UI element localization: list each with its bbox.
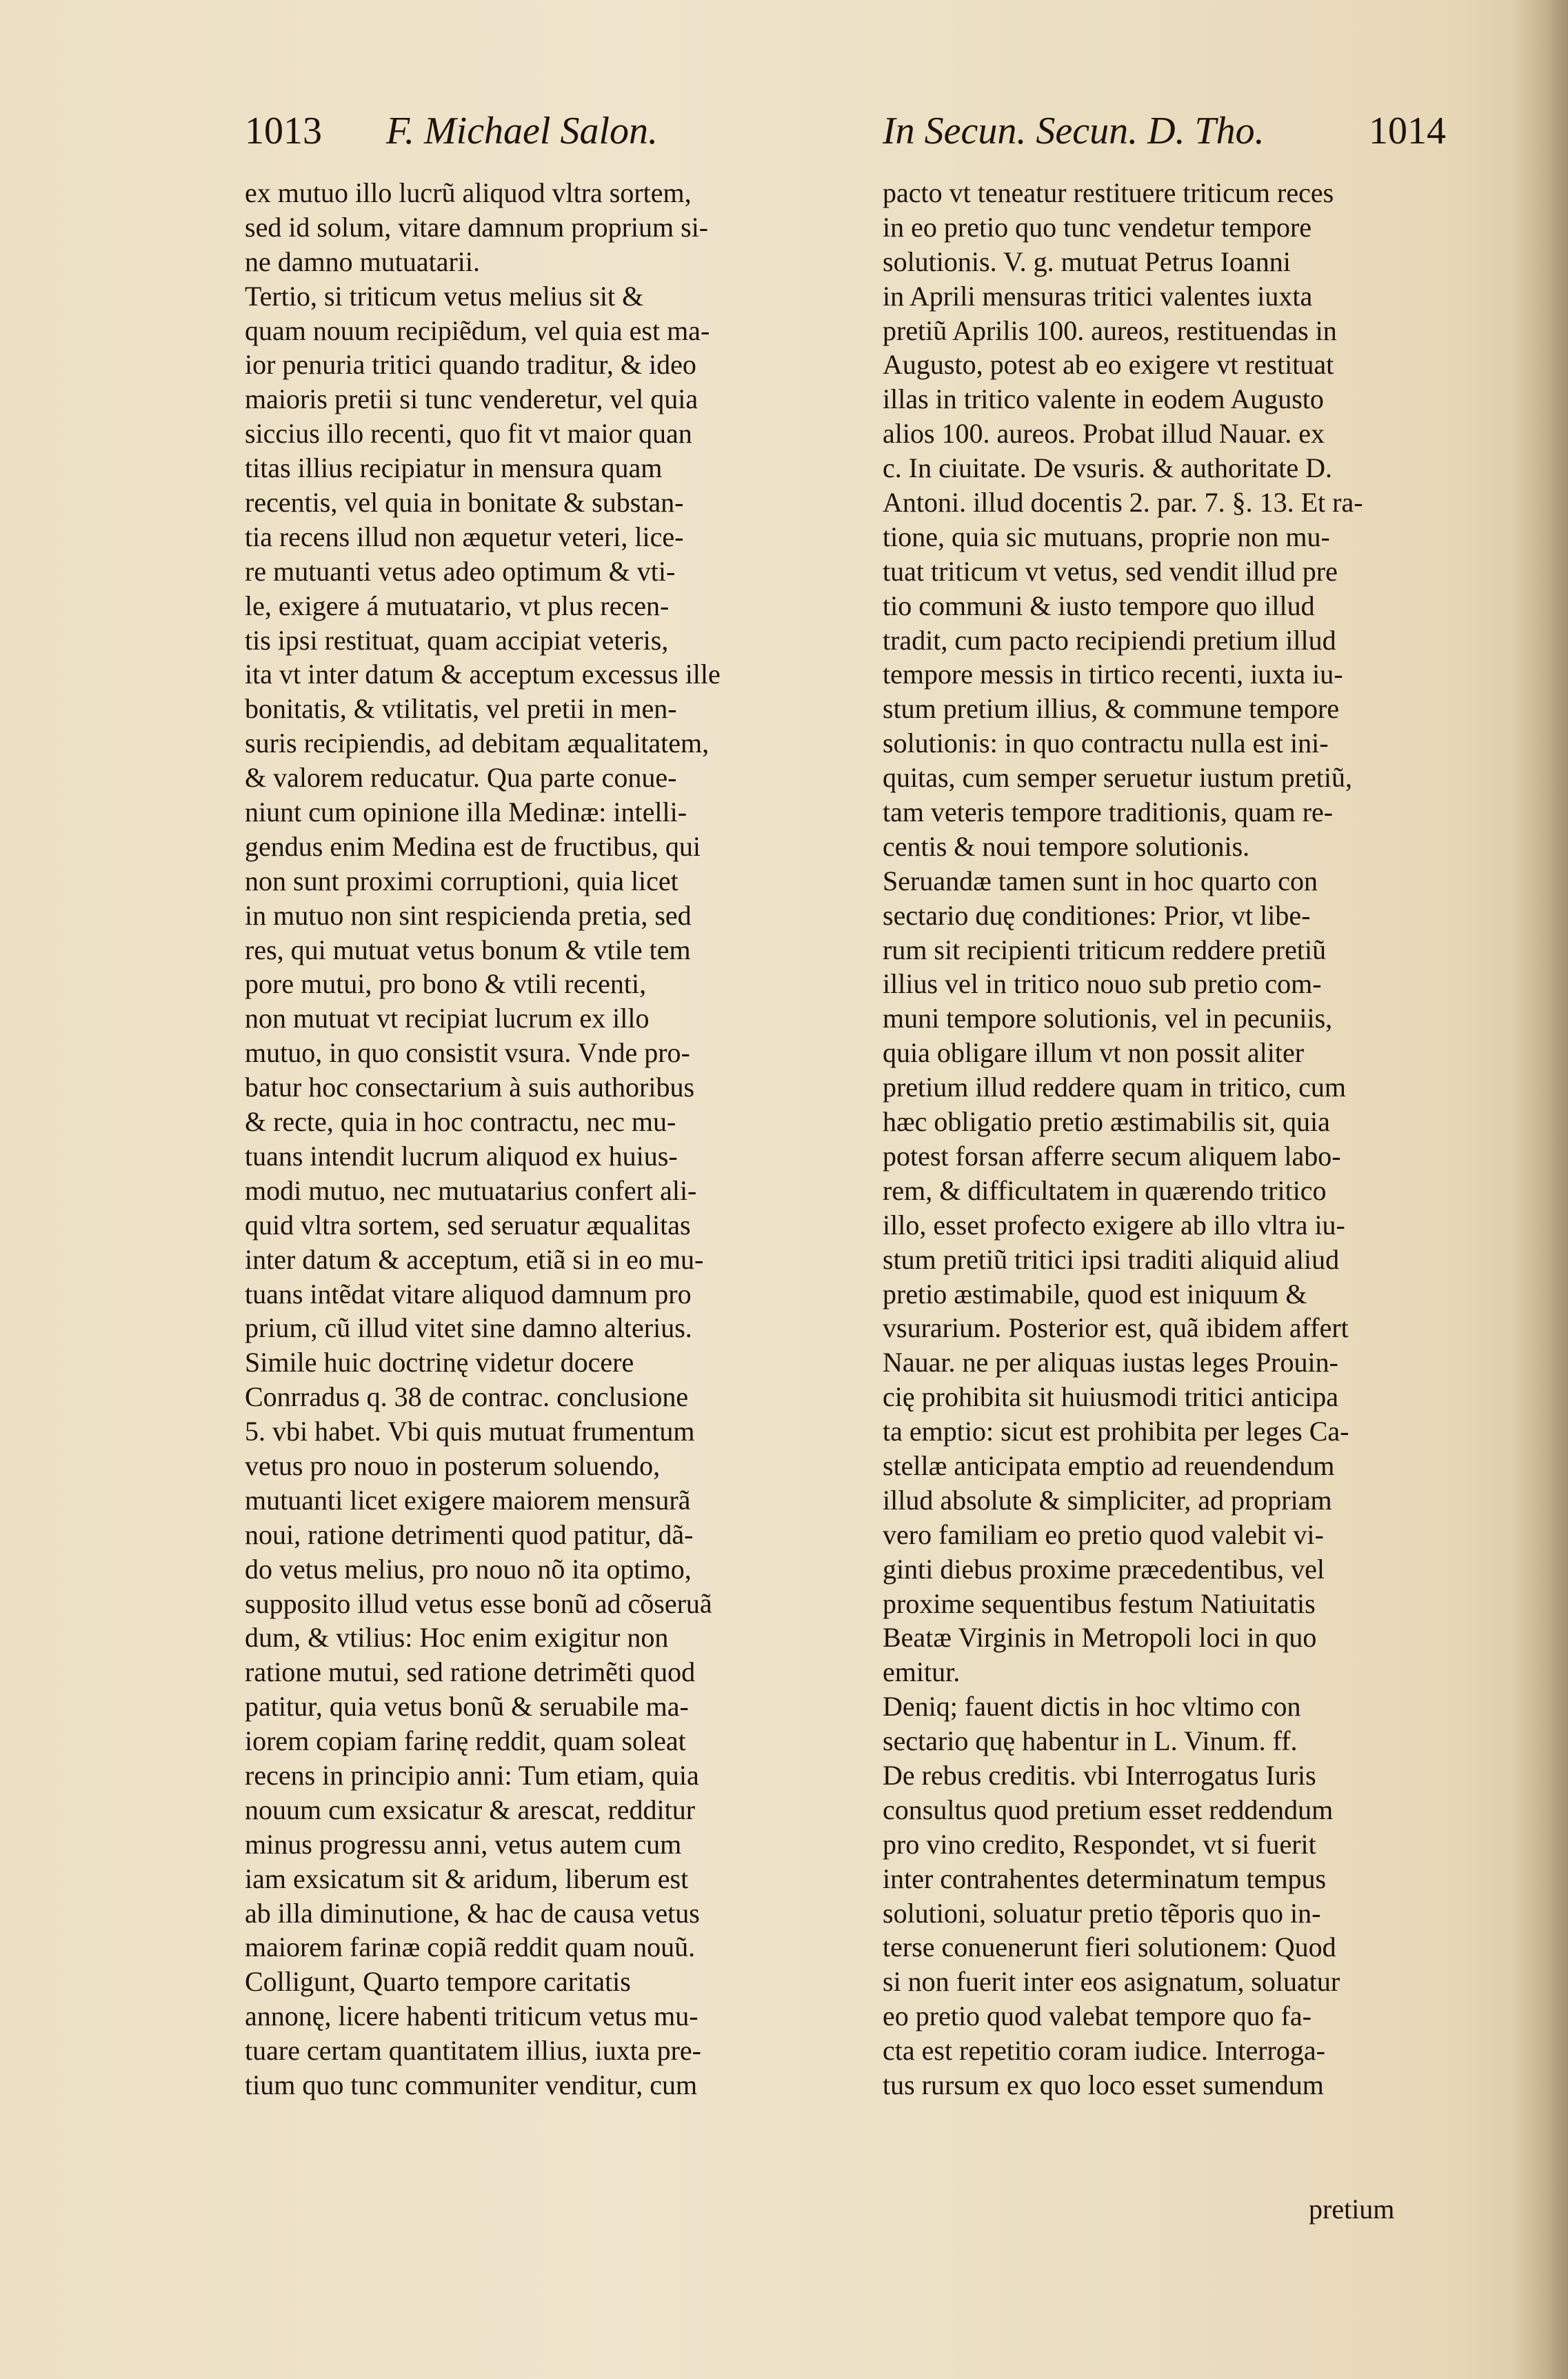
text-line: tuans intendit lucrum aliquod ex huius- [245, 1140, 678, 1172]
text-line: c. In ciuitate. De vsuris. & authoritate D. [883, 452, 1333, 484]
text-line: non mutuat vt recipiat lucrum ex illo [245, 1003, 650, 1034]
text-line: bonitatis, & vtilitatis, vel pretii in men- [245, 693, 677, 725]
text-line: sectario quę habentur in L. Vinum. ff. [883, 1725, 1298, 1757]
page-number-left: 1013 [245, 110, 322, 152]
text-line: De rebus creditis. vbi Interrogatus Iuris [883, 1759, 1316, 1791]
text-line: Beatæ Virginis in Metropoli loci in quo [883, 1622, 1317, 1654]
running-title-right: In Secun. Secun. D. Tho. [883, 110, 1265, 152]
text-line: stum pretium illius, & commune tempore [883, 693, 1340, 725]
text-line: Conrradus q. 38 de contrac. conclusione [245, 1381, 689, 1413]
page-number-right: 1014 [1369, 110, 1446, 152]
text-line: illo, esset profecto exigere ab illo vltra iu- [883, 1209, 1345, 1241]
running-header [0, 103, 1568, 159]
text-line: quia obligare illum vt non possit aliter [883, 1037, 1305, 1069]
text-line: mutuanti licet exigere maiorem mensurã [245, 1484, 691, 1516]
text-line: Antoni. illud docentis 2. par. 7. §. 13. Et ra- [883, 487, 1363, 519]
text-line: tis ipsi restituat, quam accipiat veteris, [245, 624, 669, 656]
text-line: in eo pretio quo tunc vendetur tempore [883, 211, 1312, 243]
text-line: iorem copiam farinę reddit, quam soleat [245, 1725, 686, 1757]
text-line: & valorem reducatur. Qua parte conue- [245, 762, 677, 794]
text-line: ginti diebus proxime præcedentibus, vel [883, 1553, 1325, 1585]
text-line: tuans intẽdat vitare aliquod damnum pro [245, 1278, 692, 1309]
text-line: titas illius recipiatur in mensura quam [245, 452, 663, 484]
text-line: pretio æstimabile, quod est iniquum & [883, 1278, 1307, 1309]
text-line: quam nouum recipiẽdum, vel quia est ma- [245, 314, 710, 346]
text-line: le, exigere á mutuatario, vt plus recen- [245, 590, 670, 621]
text-line: ex mutuo illo lucrũ aliquod vltra sortem, [245, 177, 692, 208]
text-line: tus rursum ex quo loco esset sumendum [883, 2069, 1324, 2100]
text-line: pretium illud reddere quam in tritico, cum [883, 1072, 1347, 1103]
text-line: eo pretio quod valebat tempore quo fa- [883, 2000, 1311, 2032]
text-line: recentis, vel quia in bonitate & substan- [245, 487, 684, 519]
text-line: vetus pro nouo in posterum soluendo, [245, 1449, 661, 1481]
text-line: tio communi & iusto tempore quo illud [883, 590, 1315, 621]
text-line: inter contrahentes determinatum tempus [883, 1863, 1327, 1894]
text-line: tam veteris tempore traditionis, quam re- [883, 796, 1334, 828]
text-line: noui, ratione detrimenti quod patitur, dã- [245, 1518, 694, 1550]
text-line: Deniq; fauent dictis in hoc vltimo con [883, 1691, 1301, 1723]
text-line: ita vt inter datum & acceptum excessus ille [245, 659, 721, 690]
text-line: res, qui mutuat vetus bonum & vtile tem [245, 934, 691, 965]
text-line: proxime sequentibus festum Natiuitatis [883, 1587, 1316, 1619]
text-line: cta est repetitio coram iudice. Interroga- [883, 2035, 1325, 2067]
text-line: do vetus melius, pro nouo nõ ita optimo, [245, 1553, 692, 1585]
text-line: illas in tritico valente in eodem Augusto [883, 383, 1324, 415]
text-line: in Aprili mensuras tritici valentes iuxta [883, 280, 1313, 312]
text-line: tempore messis in tirtico recenti, iuxta iu- [883, 659, 1343, 690]
text-line: ab illa diminutione, & hac de causa vetus [245, 1897, 700, 1929]
text-line: solutionis. V. g. mutuat Petrus Ioanni [883, 245, 1291, 277]
text-line: prium, cũ illud vitet sine damno alterius. [245, 1312, 692, 1344]
text-line: maioris pretii si tunc venderetur, vel quia [245, 383, 698, 415]
text-line: Nauar. ne per aliquas iustas leges Prouin- [883, 1347, 1338, 1378]
text-line: ratione mutui, sed ratione detrimẽti quod [245, 1656, 696, 1688]
page-edge-shadow [1513, 0, 1568, 2379]
text-line: potest forsan afferre secum aliquem labo- [883, 1140, 1341, 1172]
text-line: & recte, quia in hoc contractu, nec mu- [245, 1106, 676, 1138]
text-line: gendus enim Medina est de fructibus, qui [245, 830, 701, 862]
text-line: stum pretiũ tritici ipsi traditi aliquid aliud [883, 1243, 1340, 1275]
text-line: rum sit recipienti triticum reddere pretiũ [883, 934, 1327, 965]
catchword: pretium [1309, 2194, 1395, 2225]
text-line: solutioni, soluatur pretio tẽporis quo in- [883, 1897, 1321, 1929]
text-line: illud absolute & simpliciter, ad propriam [883, 1484, 1332, 1516]
text-line: stellæ anticipata emptio ad reuendendum [883, 1449, 1335, 1481]
text-line: quid vltra sortem, sed seruatur æqualitas [245, 1209, 691, 1241]
text-line: tia recens illud non æquetur veteri, lice- [245, 521, 684, 552]
text-line: rem, & difficultatem in quærendo tritico [883, 1174, 1327, 1206]
text-line: siccius illo recenti, quo fit vt maior quan [245, 418, 692, 450]
text-line: in mutuo non sint respicienda pretia, sed [245, 899, 692, 931]
text-line: iam exsicatum sit & aridum, liberum est [245, 1863, 689, 1894]
text-line: inter datum & acceptum, etiã si in eo mu- [245, 1243, 704, 1275]
text-line: tione, quia sic mutuans, proprie non mu- [883, 521, 1330, 552]
text-line: Seruandæ tamen sunt in hoc quarto con [883, 865, 1318, 896]
text-line: supposito illud vetus esse bonũ ad cõseruã [245, 1587, 712, 1619]
text-line: tuare certam quantitatem illius, iuxta pre- [245, 2035, 701, 2067]
text-line: Colligunt, Quarto tempore caritatis [245, 1966, 631, 1998]
text-line: si non fuerit inter eos asignatum, soluatur [883, 1966, 1340, 1998]
text-line: tium quo tunc communiter venditur, cum [245, 2069, 698, 2100]
text-line: quitas, cum semper seruetur iustum pretiũ, [883, 762, 1352, 794]
text-line: annonę, licere habenti triticum vetus mu- [245, 2000, 698, 2032]
text-line: niunt cum opinione illa Medinæ: intelli- [245, 796, 687, 828]
text-line: maiorem farinæ copiã reddit quam nouũ. [245, 1931, 696, 1963]
text-line: patitur, quia vetus bonũ & seruabile ma- [245, 1691, 689, 1723]
text-line: nouum cum exsicatur & arescat, redditur [245, 1794, 696, 1825]
text-line: tradit, cum pacto recipiendi pretium illud [883, 624, 1336, 656]
text-line: emitur. [883, 1656, 961, 1688]
text-line: illius vel in tritico nouo sub pretio com- [883, 968, 1322, 1000]
text-line: consultus quod pretium esset reddendum [883, 1794, 1334, 1825]
text-line: pacto vt teneatur restituere triticum reces [883, 177, 1334, 208]
text-line: vero familiam eo pretio quod valebit vi- [883, 1518, 1324, 1550]
text-line: Augusto, potest ab eo exigere vt restituat [883, 349, 1334, 381]
text-line: muni tempore solutionis, vel in pecuniis, [883, 1003, 1333, 1034]
text-line: recens in principio anni: Tum etiam, quia [245, 1759, 699, 1791]
text-line: ta emptio: sicut est prohibita per leges Ca- [883, 1416, 1349, 1447]
text-line: ne damno mutuatarii. [245, 245, 481, 277]
right-text-column [883, 176, 1482, 2102]
text-line: ior penuria tritici quando traditur, & ideo [245, 349, 696, 381]
text-line: modi mutuo, nec mutuatarius confert ali- [245, 1174, 697, 1206]
left-text-column [245, 176, 796, 2102]
text-line: vsurarium. Posterior est, quã ibidem affert [883, 1312, 1349, 1344]
text-line: solutionis: in quo contractu nulla est ini- [883, 727, 1329, 759]
text-line: suris recipiendis, ad debitam æqualitatem, [245, 727, 710, 759]
text-line: sectario duę conditiones: Prior, vt libe- [883, 899, 1311, 931]
text-line: pore mutui, pro bono & vtili recenti, [245, 968, 647, 1000]
text-line: 5. vbi habet. Vbi quis mutuat frumentum [245, 1416, 695, 1447]
text-line: hæc obligatio pretio æstimabilis sit, quia [883, 1106, 1330, 1138]
text-line: mutuo, in quo consistit vsura. Vnde pro- [245, 1037, 690, 1069]
text-line: Tertio, si triticum vetus melius sit & [245, 280, 644, 312]
text-line: terse conuenerunt fieri solutionem: Quod [883, 1931, 1336, 1963]
running-title-left: F. Michael Salon. [386, 110, 659, 152]
text-line: Simile huic doctrinę videtur docere [245, 1347, 634, 1378]
text-line: dum, & vtilius: Hoc enim exigitur non [245, 1622, 669, 1654]
text-line: pro vino credito, Respondet, vt si fuerit [883, 1828, 1316, 1860]
text-line: tuat triticum vt vetus, sed vendit illud pre [883, 555, 1338, 587]
text-line: alios 100. aureos. Probat illud Nauar. ex [883, 418, 1325, 450]
text-line: non sunt proximi corruptioni, quia licet [245, 865, 679, 896]
text-line: centis & noui tempore solutionis. [883, 830, 1250, 862]
text-line: sed id solum, vitare damnum proprium si- [245, 211, 709, 243]
text-line: minus progressu anni, vetus autem cum [245, 1828, 682, 1860]
text-line: cię prohibita sit huiusmodi tritici anticipa [883, 1381, 1338, 1413]
text-line: batur hoc consectarium à suis authoribus [245, 1072, 695, 1103]
text-line: re mutuanti vetus adeo optimum & vti- [245, 555, 676, 587]
text-line: pretiũ Aprilis 100. aureos, restituendas in [883, 314, 1337, 346]
